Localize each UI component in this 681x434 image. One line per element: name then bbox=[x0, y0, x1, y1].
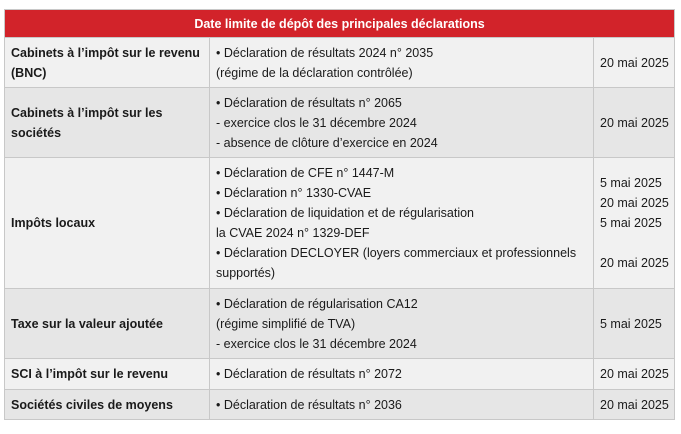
row-date bbox=[594, 390, 675, 420]
table-row bbox=[5, 359, 675, 390]
row-details bbox=[210, 359, 594, 390]
deadline-date: 5 mai 2025 bbox=[600, 176, 662, 190]
detail-line: - exercice clos le 31 décembre 2024 bbox=[216, 115, 417, 130]
deadline-date: 20 mai 2025 bbox=[600, 397, 669, 412]
row-category: Impôts locaux bbox=[5, 158, 210, 289]
detail-line: • Déclaration DECLOYER (loyers commerciaux et professionnels supportés) bbox=[216, 246, 577, 280]
row-details bbox=[210, 38, 594, 88]
row-date bbox=[594, 158, 675, 289]
deadline-date: 20 mai 2025 bbox=[600, 196, 669, 210]
deadline-date: 5 mai 2025 bbox=[600, 216, 662, 230]
detail-line: • Déclaration de CFE n° 1447-M bbox=[216, 166, 395, 180]
row-date bbox=[594, 289, 675, 359]
table-row bbox=[5, 158, 675, 289]
row-details bbox=[210, 289, 594, 359]
deadline-date: 5 mai 2025 bbox=[600, 316, 662, 331]
detail-line: • Déclaration de résultats n° 2072 bbox=[216, 367, 402, 381]
deadline-date: 20 mai 2025 bbox=[600, 256, 669, 270]
table-row bbox=[5, 289, 675, 359]
deadline-date: 20 mai 2025 bbox=[600, 55, 669, 70]
row-details bbox=[210, 158, 594, 289]
detail-line: • Déclaration de résultats n° 2036 bbox=[216, 397, 402, 412]
detail-line: la CVAE 2024 n° 1329-DEF bbox=[216, 226, 370, 240]
table-title: Date limite de dépôt des principales déclarations bbox=[5, 10, 675, 38]
row-date bbox=[594, 359, 675, 390]
row-date bbox=[594, 38, 675, 88]
detail-line: - absence de clôture d’exercice en 2024 bbox=[216, 135, 438, 150]
detail-line: • Déclaration de résultats 2024 n° 2035 bbox=[216, 45, 434, 60]
row-category: Cabinets à l’impôt sur le revenu (BNC) bbox=[5, 38, 210, 88]
detail-line: • Déclaration de résultats n° 2065 bbox=[216, 95, 402, 110]
row-details bbox=[210, 88, 594, 158]
table-row bbox=[5, 38, 675, 88]
detail-line: (régime simplifié de TVA) bbox=[216, 316, 356, 331]
deadlines-table bbox=[4, 9, 675, 420]
row-details bbox=[210, 390, 594, 420]
row-category: Sociétés civiles de moyens bbox=[5, 390, 210, 420]
row-category: SCI à l’impôt sur le revenu bbox=[5, 359, 210, 390]
deadline-date-spacer bbox=[600, 233, 668, 253]
deadline-date: 20 mai 2025 bbox=[600, 115, 669, 130]
row-date bbox=[594, 88, 675, 158]
detail-line: (régime de la déclaration contrôlée) bbox=[216, 65, 413, 80]
table-row bbox=[5, 390, 675, 420]
detail-line: • Déclaration de régularisation CA12 bbox=[216, 296, 418, 311]
table-row bbox=[5, 88, 675, 158]
row-category: Taxe sur la valeur ajoutée bbox=[5, 289, 210, 359]
deadline-date: 20 mai 2025 bbox=[600, 367, 669, 381]
detail-line: • Déclaration n° 1330-CVAE bbox=[216, 186, 372, 200]
detail-line: • Déclaration de liquidation et de régularisation bbox=[216, 206, 475, 220]
row-category: Cabinets à l’impôt sur les sociétés bbox=[5, 88, 210, 158]
detail-line: - exercice clos le 31 décembre 2024 bbox=[216, 336, 417, 351]
